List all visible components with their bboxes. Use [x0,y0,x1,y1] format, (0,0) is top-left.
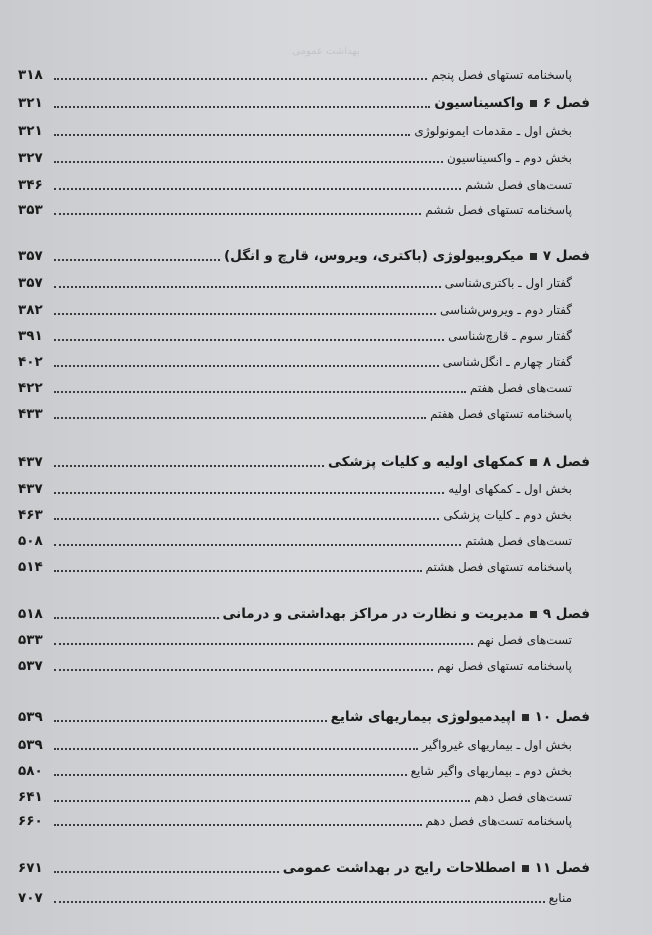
chapter-title: مدیریت و نظارت در مراکز بهداشتی و درمانی [222,606,524,622]
page-number: ۳۲۱ [18,123,43,139]
entry-title: پاسخنامه تستهای فصل ششم [425,203,572,217]
dot-leader [54,800,470,802]
dot-leader [54,134,410,136]
chapter-title: اپیدمیولوژی بیماریهای شایع [330,709,516,725]
dot-leader [54,720,327,722]
bleed-through-header: بهداشت عمومی [292,46,360,57]
dot-leader [54,617,219,619]
dot-leader [54,544,461,546]
dot-leader [54,669,433,671]
page-number: ۴۰۲ [18,354,43,370]
square-bullet-icon [530,459,537,466]
dot-leader [54,417,426,419]
page-number: ۳۲۱ [18,95,43,111]
dot-leader [54,339,444,341]
toc-entry [18,478,572,500]
toc-entry [18,403,572,425]
entry-title: تست‌های فصل هفتم [469,381,572,395]
page-number: ۵۱۴ [18,559,43,575]
toc-entry [18,530,572,552]
dot-leader [54,774,407,776]
entry-title: پاسخنامه تستهای فصل هفتم [430,407,572,421]
dot-leader [54,313,436,315]
square-bullet-icon [530,253,537,260]
entry-title: تست‌های فصل دهم [474,790,572,804]
square-bullet-icon [522,865,529,872]
chapter-label: فصل ۸ [542,454,590,470]
dot-leader [54,871,279,873]
entry-title: تست‌های فصل نهم [477,633,572,647]
toc-entry [18,377,572,399]
toc-entry [18,64,572,86]
page-number: ۳۵۷ [18,248,43,264]
page-number: ۳۹۱ [18,328,43,344]
dot-leader [54,465,324,467]
page-number: ۴۳۷ [18,481,43,497]
chapter-title: اصطلاحات رایج در بهداشت عمومی [282,860,516,876]
dot-leader [54,106,430,108]
dot-leader [54,161,443,163]
entry-title: گفتار چهارم ـ انگل‌شناسی [442,355,572,369]
page-number: ۷۰۷ [18,890,43,906]
dot-leader [54,391,466,393]
page-number: ۳۲۷ [18,150,43,166]
dot-leader [54,492,444,494]
entry-title: گفتار سوم ـ قارچ‌شناسی [448,329,572,343]
page-number: ۴۲۲ [18,380,43,396]
toc-entry [18,147,572,169]
page-number: ۵۸۰ [18,763,43,779]
entry-title: تست‌های فصل ششم [465,178,572,192]
page-number: ۵۳۳ [18,632,43,648]
chapter-label: فصل ۶ [542,95,590,111]
dot-leader [54,518,439,520]
entry-title: بخش دوم ـ واکسیناسیون [446,151,572,165]
toc-entry [18,629,572,651]
square-bullet-icon [530,100,537,107]
page-number: ۴۳۳ [18,406,43,422]
chapter-entry [18,451,590,473]
chapter-entry [18,92,590,114]
chapter-label: فصل ۱۰ [534,709,590,725]
chapter-entry [18,245,590,267]
page-number: ۳۸۲ [18,302,43,318]
toc-entry [18,199,572,221]
page-number: ۳۴۶ [18,177,43,193]
entry-title: پاسخنامه تستهای فصل هشتم [425,560,572,574]
toc-entry [18,760,572,782]
toc-entry [18,786,572,808]
toc-entry [18,556,572,578]
chapter-label: فصل ۷ [542,248,590,264]
entry-title: پاسخنامه تستهای فصل نهم [437,659,572,673]
entry-title: بخش اول ـ کمکهای اولیه [448,482,572,496]
toc-entry [18,810,572,832]
page-number: ۵۳۹ [18,709,43,725]
page-number: ۵۳۹ [18,737,43,753]
page-number: ۵۳۷ [18,658,43,674]
toc-entry [18,174,572,196]
chapter-title: میکروبیولوژی (باکتری، ویروس، قارچ و انگل) [223,248,524,264]
chapter-label: فصل ۱۱ [534,860,590,876]
page-number: ۳۵۷ [18,275,43,291]
square-bullet-icon [522,714,529,721]
dot-leader [54,643,473,645]
dot-leader [54,286,441,288]
dot-leader [54,570,422,572]
chapter-title: کمکهای اولیه و کلیات پزشکی [328,454,524,470]
dot-leader [54,78,427,80]
toc-entry [18,351,572,373]
chapter-entry [18,857,590,879]
dot-leader [54,824,422,826]
entry-title: پاسخنامه تستهای فصل پنجم [431,68,572,82]
page-number: ۶۷۱ [18,860,43,876]
page-number: ۶۶۰ [18,813,43,829]
chapter-label: فصل ۹ [542,606,590,622]
chapter-entry [18,706,590,728]
chapter-title: واکسیناسیون [434,95,524,111]
dot-leader [54,901,545,903]
dot-leader [54,259,220,261]
page-number: ۴۳۷ [18,454,43,470]
entry-title: بخش اول ـ مقدمات ایمونولوژی [414,124,572,138]
page-number: ۳۵۳ [18,202,43,218]
entry-title: منابع [548,891,572,905]
toc-entry [18,299,572,321]
square-bullet-icon [530,611,537,618]
entry-title: بخش دوم ـ کلیات پزشکی [443,508,572,522]
entry-title: پاسخنامه تست‌های فصل دهم [425,814,572,828]
dot-leader [54,748,418,750]
dot-leader [54,213,421,215]
page-number: ۴۶۳ [18,507,43,523]
dot-leader [54,188,461,190]
page-number: ۶۴۱ [18,789,43,805]
entry-title: بخش دوم ـ بیماریهای واگیر شایع [410,764,572,778]
entry-title: بخش اول ـ بیماریهای غیرواگیر [422,738,572,752]
page-number: ۳۱۸ [18,67,43,83]
toc-entry [18,887,572,909]
toc-entry [18,272,572,294]
chapter-entry [18,603,590,625]
entry-title: تست‌های فصل هشتم [465,534,572,548]
page-number: ۵۱۸ [18,606,43,622]
toc-entry [18,734,572,756]
toc-entry [18,504,572,526]
toc-entry [18,325,572,347]
page-number: ۵۰۸ [18,533,43,549]
toc-entry [18,655,572,677]
entry-title: گفتار اول ـ باکتری‌شناسی [444,276,572,290]
toc-entry [18,120,572,142]
entry-title: گفتار دوم ـ ویروس‌شناسی [440,303,572,317]
dot-leader [54,365,439,367]
